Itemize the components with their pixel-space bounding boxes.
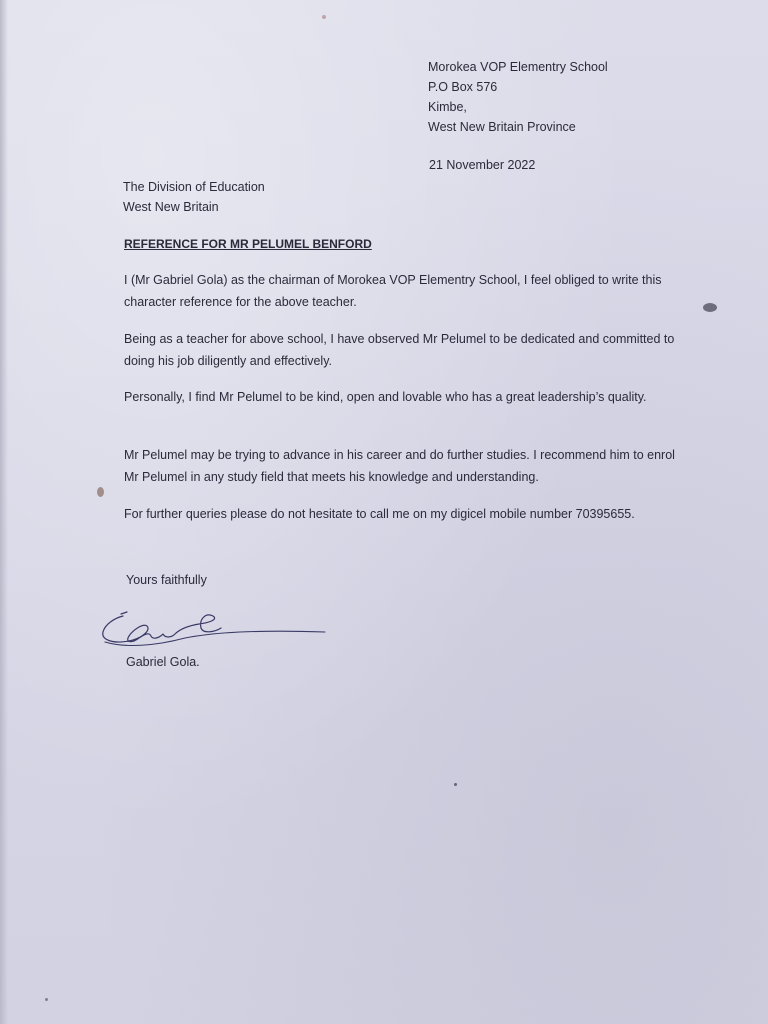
paragraph-observation: Being as a teacher for above school, I have observed Mr Pelumel to be dedicated and committed to doing his job diligently and effectively.	[124, 332, 675, 368]
sender-province: West New Britain Province	[428, 120, 576, 134]
paper-speck	[322, 15, 326, 19]
paragraph-character: Personally, I find Mr Pelumel to be kind, open and lovable who has a great leadership’s quality.	[124, 390, 647, 404]
sender-school-name: Morokea VOP Elementry School	[428, 60, 608, 74]
paper-stain	[97, 487, 104, 497]
paper-speck	[454, 783, 457, 786]
letter-date: 21 November 2022	[429, 158, 536, 172]
subject-line: REFERENCE FOR MR PELUMEL BENFORD	[124, 237, 372, 251]
sender-address	[428, 57, 608, 137]
paragraph-contact: For further queries please do not hesitate to call me on my digicel mobile number 70395655.	[124, 507, 635, 521]
paper-stain	[703, 303, 717, 312]
recipient-line-1: The Division of Education	[123, 180, 265, 194]
paper-edge-shadow	[0, 0, 8, 1024]
sender-town: Kimbe,	[428, 100, 467, 114]
recipient-address	[123, 177, 265, 217]
handwritten-signature	[95, 608, 330, 658]
paper-speck	[45, 998, 48, 1001]
paragraph-introduction: I (Mr Gabriel Gola) as the chairman of Morokea VOP Elementry School, I feel obliged to write this character reference for the above teacher.	[124, 273, 662, 309]
closing-salutation: Yours faithfully	[126, 573, 207, 587]
recipient-line-2: West New Britain	[123, 200, 219, 214]
signer-name: Gabriel Gola.	[126, 655, 200, 669]
sender-po-box: P.O Box 576	[428, 80, 498, 94]
paragraph-recommendation: Mr Pelumel may be trying to advance in his career and do further studies. I recommend him to enrol Mr Pelumel in any study field that meets his knowledge and understanding.	[124, 448, 675, 484]
